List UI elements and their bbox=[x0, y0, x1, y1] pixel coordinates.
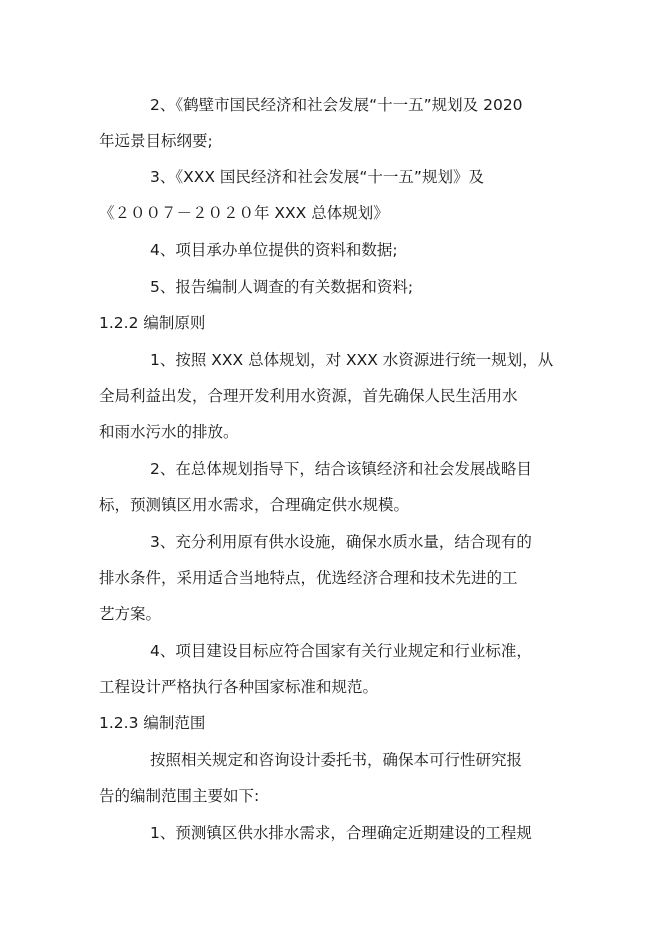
principle-1-line-1: 1、按照 XXX 总体规划，对 XXX 水资源进行统一规划，从 bbox=[150, 351, 554, 369]
reference-5: 5、报告编制人调查的有关数据和资料; bbox=[150, 278, 414, 296]
principle-2-line-1: 2、在总体规划指导下，结合该镇经济和社会发展战略目 bbox=[150, 460, 532, 478]
principle-3-line-2: 排水条件，采用适合当地特点，优选经济合理和技术先进的工 bbox=[99, 569, 518, 587]
principle-2-line-2: 标，预测镇区用水需求，合理确定供水规模。 bbox=[99, 496, 410, 514]
principle-4-line-1: 4、项目建设目标应符合国家有关行业规定和行业标准， bbox=[150, 642, 532, 660]
reference-2-line-2: 年远景目标纲要; bbox=[99, 132, 213, 150]
reference-3-line-1: 3、《XXX 国民经济和社会发展“十一五”规划》及 bbox=[150, 168, 484, 186]
scope-intro-line-2: 告的编制范围主要如下: bbox=[99, 787, 260, 805]
principle-3-line-3: 艺方案。 bbox=[99, 605, 162, 623]
reference-3-line-2: 《２００７－２０２０年 XXX 总体规划》 bbox=[99, 204, 389, 222]
scope-intro-line-1: 按照相关规定和咨询设计委托书，确保本可行性研究报 bbox=[150, 751, 523, 769]
principle-4-line-2: 工程设计严格执行各种国家标准和规范。 bbox=[99, 678, 379, 696]
reference-4: 4、项目承办单位提供的资料和数据; bbox=[150, 241, 398, 259]
principle-1-line-3: 和雨水污水的排放。 bbox=[99, 423, 239, 441]
reference-2-line-1: 2、《鹤壁市国民经济和社会发展“十一五”规划及 2020 bbox=[150, 96, 523, 114]
scope-item-1-line-1: 1、预测镇区供水排水需求，合理确定近期建设的工程规 bbox=[150, 824, 532, 842]
principle-1-line-2: 全局利益出发，合理开发利用水资源，首先确保人民生活用水 bbox=[99, 387, 518, 405]
section-heading-scope: 1.2.3 编制范围 bbox=[99, 714, 206, 732]
principle-3-line-1: 3、充分利用原有供水设施，确保水质水量，结合现有的 bbox=[150, 533, 532, 551]
section-heading-principles: 1.2.2 编制原则 bbox=[99, 314, 206, 332]
